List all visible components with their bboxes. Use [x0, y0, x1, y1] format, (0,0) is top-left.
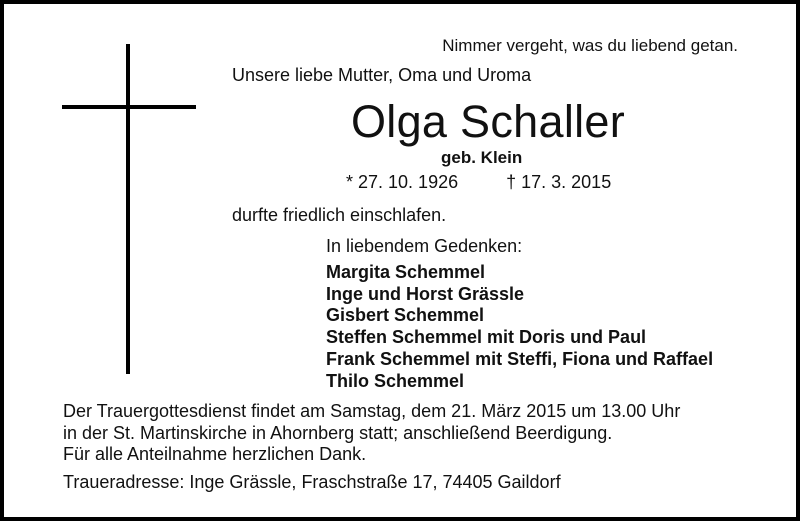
cross-icon-beam	[62, 105, 196, 109]
mourner-item: Inge und Horst Grässle	[326, 283, 525, 304]
life-dates	[346, 172, 611, 193]
service-info	[63, 400, 763, 444]
birth-date: * 27. 10. 1926	[346, 172, 459, 192]
mourner-item: Gisbert Schemmel	[326, 305, 485, 326]
mourners-list	[326, 262, 713, 392]
service-line: in der St. Martinskirche in Ahornberg statt; anschließend Beerdigung.	[63, 423, 613, 443]
service-line: Der Trauergottesdienst findet am Samstag, dem 21. März 2015 um 13.00 Uhr	[63, 401, 681, 421]
maiden-name: geb. Klein	[441, 148, 523, 167]
death-date: † 17. 3. 2015	[506, 172, 612, 192]
deceased-name: Olga Schaller	[351, 96, 626, 147]
mourner-item: Margita Schemmel	[326, 262, 486, 282]
cross-icon	[126, 44, 130, 374]
passed-text: durfte friedlich einschlafen.	[232, 205, 447, 225]
mourner-item: Frank Schemmel mit Steffi, Fiona und Raffael	[326, 348, 714, 369]
mourner-item: Thilo Schemmel	[326, 370, 465, 391]
mourner-item: Steffen Schemmel mit Doris und Paul	[326, 327, 647, 348]
memory-heading: In liebendem Gedenken:	[326, 236, 523, 256]
thanks-text: Für alle Anteilnahme herzlichen Dank.	[63, 444, 367, 464]
intro-text: Unsere liebe Mutter, Oma und Uroma	[232, 65, 532, 85]
mourning-address: Traueradresse: Inge Grässle, Fraschstraße 17, 74405 Gaildorf	[63, 472, 561, 492]
motto: Nimmer vergeht, was du liebend getan.	[442, 36, 738, 55]
